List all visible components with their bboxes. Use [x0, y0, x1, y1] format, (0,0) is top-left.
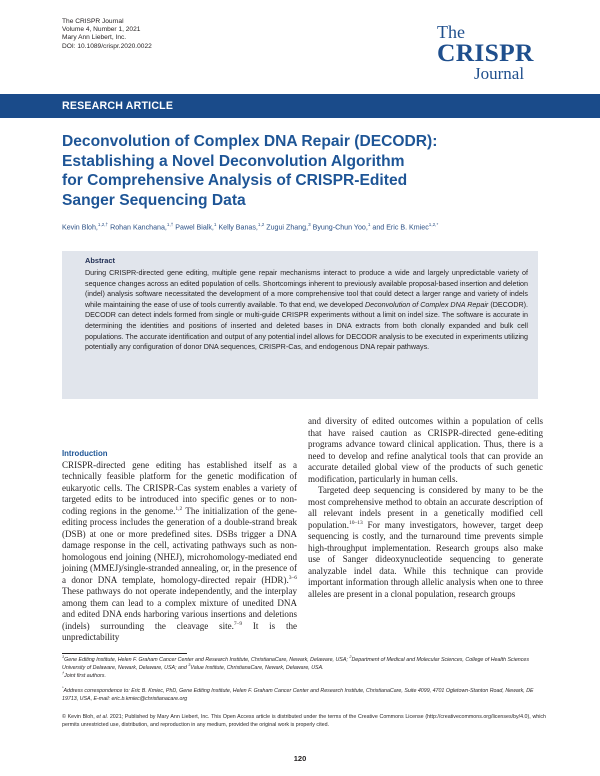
abstract-emphasis: Deconvolution of Complex DNA Repair — [364, 300, 489, 309]
abstract-text: During CRISPR-directed gene editing, multiple gene repair mechanisms interact to produce a wide and largely unpredictable variety of sequence changes across an edited population of cells. Shortcomings inherent to previously available proposal-based insertion and deletion (indel) analysis software necessitated the development of a more comprehensive tool that could detect a larger range and variety of indels while maintaining the ease of use of tools currently available. To that end, we developed — [85, 269, 528, 309]
author-affiliation: 1,2 — [257, 222, 265, 227]
author-affiliation: 1,2,† — [97, 222, 109, 227]
footnote-marker: * — [62, 686, 64, 691]
section-label: RESEARCH ARTICLE — [62, 100, 174, 112]
journal-name: The CRISPR Journal — [62, 18, 124, 25]
author-name: and Eric B. Kmiec — [372, 223, 429, 232]
intro-heading: Introduction — [62, 449, 108, 458]
body-text: Targeted deep sequencing is considered by many to be the most comprehensive method to obtain an accurate description of all relevant indels present in a genetically modified cell population. — [308, 485, 543, 530]
abstract-text: (DECODR). DECODR can detect indels formed from single or multi-guide CRISPR experiments without a limit on indel size. The software is accurate in determining the identities and positions of inserted and deleted bases in DNA extracts from both clonally expanded and bulk cell populations. The accurate identification and output of any potential indel allows for DECODR analysis to be executed in experiments utilizing potentially any configuration of donor DNA sequences, CRISPR-Cas, and endogenous DNA repair pathways. — [85, 300, 529, 352]
license-emphasis: et al. — [96, 714, 109, 720]
author-affiliation: 1,2,* — [428, 222, 439, 227]
affiliation-text: Department of Medical and Molecular Sciences, College of Health Sciences University of Delaware, Newark, Delaware, USA; and — [62, 657, 529, 671]
correspondence-footnote — [62, 688, 546, 704]
journal-volume: Volume 4, Number 1, 2021 — [62, 26, 141, 34]
author-name: Byung-Chun Yoo, — [312, 223, 368, 232]
license-text: 2021; Published by Mary Ann Liebert, Inc. This Open Access article is distributed under the terms of the Creative Commons License (http://creativecommons.org/licenses/by/4.0), which permits unrestricted use, distribution, and reproduction in any medium, provided the original work is properly cited. — [62, 714, 546, 728]
citation[interactable]: 1,2 — [175, 505, 183, 512]
author-name: Zugui Zhang, — [266, 223, 309, 232]
abstract-box — [62, 251, 538, 399]
correspondence-text: Address correspondence to: Eric B. Kmiec, PhD, Gene Editing Institute, Helen F. Graham Cancer Center and Research Institute, ChristianaCare, Suite 4099, 4701 Ogletown-Stanton Road, Newark, DE 19713, USA, E-mail: eric.b.kmiec@christianacare.org — [62, 688, 534, 702]
page-number: 120 — [293, 754, 307, 763]
body-paragraph — [62, 460, 297, 644]
logo-the: The — [437, 22, 465, 42]
journal-publisher: Mary Ann Liebert, Inc. — [62, 34, 127, 42]
section-banner — [0, 94, 600, 118]
logo-crispr: CRISPR — [437, 38, 534, 67]
author-affiliation: 1 — [213, 222, 217, 227]
citation[interactable]: 10–13 — [348, 519, 363, 526]
affiliation-text: Gene Editing Institute, Helen F. Graham Cancer Center and Research Institute, ChristianaCare, Newark, Delaware, USA; — [64, 657, 350, 663]
body-text: The initialization of the gene-editing process includes the generation of a double-strand break (DSB) at one or more predefined sites. DSBs trigger a DNA damage response in the cell, activating pathways such as non-homologous end joining (NHEJ), microhomology-mediated end joining (MMEJ)/single-stranded annealing, or, in the presence of a donor DNA template, homology-directed repair (HDR). — [62, 505, 297, 585]
author-name: Rohan Kanchana, — [110, 223, 167, 232]
citation[interactable]: 3–6 — [288, 574, 297, 581]
footnote-marker: † — [62, 670, 65, 675]
footnote-marker: 2 — [349, 655, 352, 660]
author-affiliation: 1 — [367, 222, 371, 227]
author-affiliation: 1,† — [166, 222, 174, 227]
title-line: Deconvolution of Complex DNA Repair (DECODR): — [62, 133, 438, 150]
logo-journal: Journal — [474, 64, 525, 83]
author-name: Kelly Banas, — [218, 223, 258, 232]
body-paragraph: and diversity of edited outcomes within a population of cells that have raised caution as CRISPR-directed gene-editing programs advance toward clinical application. Thus, there is a need to develop and refine analytical tools that can provide an accurate detailed global view of the products of such genetic modification, particularly in human cells. — [308, 416, 543, 484]
footnote-divider — [62, 653, 187, 654]
abstract-heading: Abstract — [85, 256, 115, 265]
footnote-marker: 3 — [188, 663, 191, 668]
title-line: for Comprehensive Analysis of CRISPR-Edited — [62, 172, 408, 190]
body-column-right — [308, 416, 543, 600]
author-name: Pawel Bialk, — [175, 223, 214, 232]
abstract-body — [85, 268, 528, 353]
title-line: Sanger Sequencing Data — [62, 191, 246, 209]
body-text: For many investigators, however, target deep sequencing is costly, and the turnaround time prevents simple high-throughput implementation. Research groups also make use of Sanger dideoxynucleotide sequencing to generate analyzable indel data. While this technique can provide important information through allelic analysis when one to three alleles are present in a clonal population, research groups — [308, 519, 543, 599]
title-line: Establishing a Novel Deconvolution Algorithm — [62, 152, 405, 170]
journal-meta — [62, 18, 322, 51]
affiliation-text: Value Institute, ChristianaCare, Newark, Delaware, USA. — [190, 664, 324, 671]
joint-author-note: Joint first authors. — [64, 672, 106, 679]
author-name: Kevin Bloh, — [62, 223, 98, 232]
license-notice — [62, 714, 546, 730]
author-list — [62, 222, 552, 231]
body-text: It is the unpredictability — [62, 620, 298, 642]
affiliations-footnote — [62, 657, 546, 680]
body-text: CRISPR-directed gene editing has established itself as a technically feasible platform for the genetic modification of eukaryotic cells. The CRISPR-Cas system enables a variety of targeted edits to be introduced into specific genes or to non-coding regions in the genome. — [62, 459, 297, 516]
body-text: These pathways do not operate independently, and the interplay among them can lead to a complex mixture of unedited DNA and edited DNA ends harboring various insertions and deletions (indels) surrounding the cleavage site. — [62, 586, 297, 631]
body-paragraph — [308, 485, 543, 600]
footnote-marker: 1 — [62, 655, 65, 660]
citation[interactable]: 7–9 — [233, 620, 243, 627]
journal-doi[interactable]: DOI: 10.1089/crispr.2020.0022 — [62, 42, 152, 50]
body-column-left — [62, 448, 297, 644]
journal-logo — [437, 23, 537, 83]
author-affiliation: 3 — [308, 222, 311, 227]
article-title — [62, 132, 532, 210]
license-text: © Kevin Bloh, — [62, 714, 97, 720]
